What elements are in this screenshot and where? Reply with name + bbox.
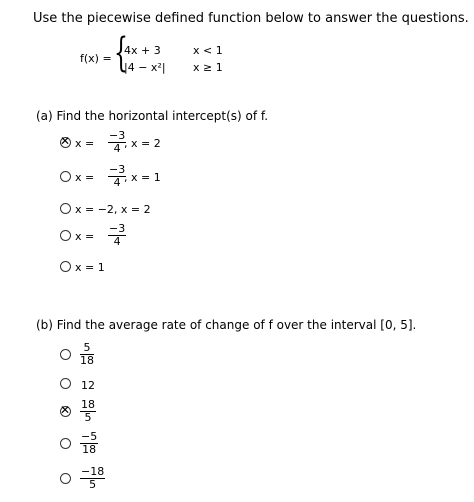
option-suffix: , x = 1 — [124, 171, 161, 184]
option-fraction: $\frac{-5}{18}$ — [81, 430, 98, 456]
left-brace: { — [114, 30, 128, 76]
instruction-text: Use the piecewise defined function below to answer the questions. — [33, 11, 469, 26]
option-fraction: $\frac{-3}{4}$ — [109, 163, 126, 189]
radio-b5[interactable] — [60, 473, 71, 484]
option-fraction: $\frac{-3}{4}$ — [109, 129, 126, 155]
radio-b3[interactable] — [60, 406, 71, 417]
option-fraction: $\frac{18}{5}$ — [81, 398, 95, 424]
radio-a4[interactable] — [60, 230, 71, 241]
option-fraction: $\frac{-18}{5}$ — [81, 465, 105, 491]
case-2-condition: x ≥ 1 — [193, 61, 223, 74]
radio-a1[interactable] — [60, 137, 71, 148]
option-prefix: x = — [75, 171, 95, 184]
option-text: x = 1 — [75, 261, 105, 274]
option-text: x = −2, x = 2 — [75, 203, 151, 216]
option-prefix: x = — [75, 137, 95, 150]
radio-b4[interactable] — [60, 438, 71, 449]
radio-b1[interactable] — [60, 349, 71, 360]
radio-a5[interactable] — [60, 261, 71, 272]
option-fraction: $\frac{5}{18}$ — [80, 341, 94, 367]
option-prefix: x = — [75, 230, 95, 243]
case-1-condition: x < 1 — [193, 44, 223, 57]
option-suffix: , x = 2 — [124, 137, 161, 150]
part-b-question: (b) Find the average rate of change of f over the interval [0, 5]. — [36, 318, 417, 332]
radio-b2[interactable] — [60, 378, 71, 389]
part-a-question: (a) Find the horizontal intercept(s) of f. — [36, 109, 269, 123]
option-fraction: $\frac{-3}{4}$ — [109, 222, 126, 248]
radio-a2[interactable] — [60, 171, 71, 182]
function-label: f(x) = — [80, 52, 112, 65]
case-2-expression: |4 − x²| — [124, 61, 166, 74]
radio-a3[interactable] — [60, 203, 71, 214]
option-text: 12 — [81, 379, 95, 392]
case-1-expression: 4x + 3 — [124, 44, 161, 57]
